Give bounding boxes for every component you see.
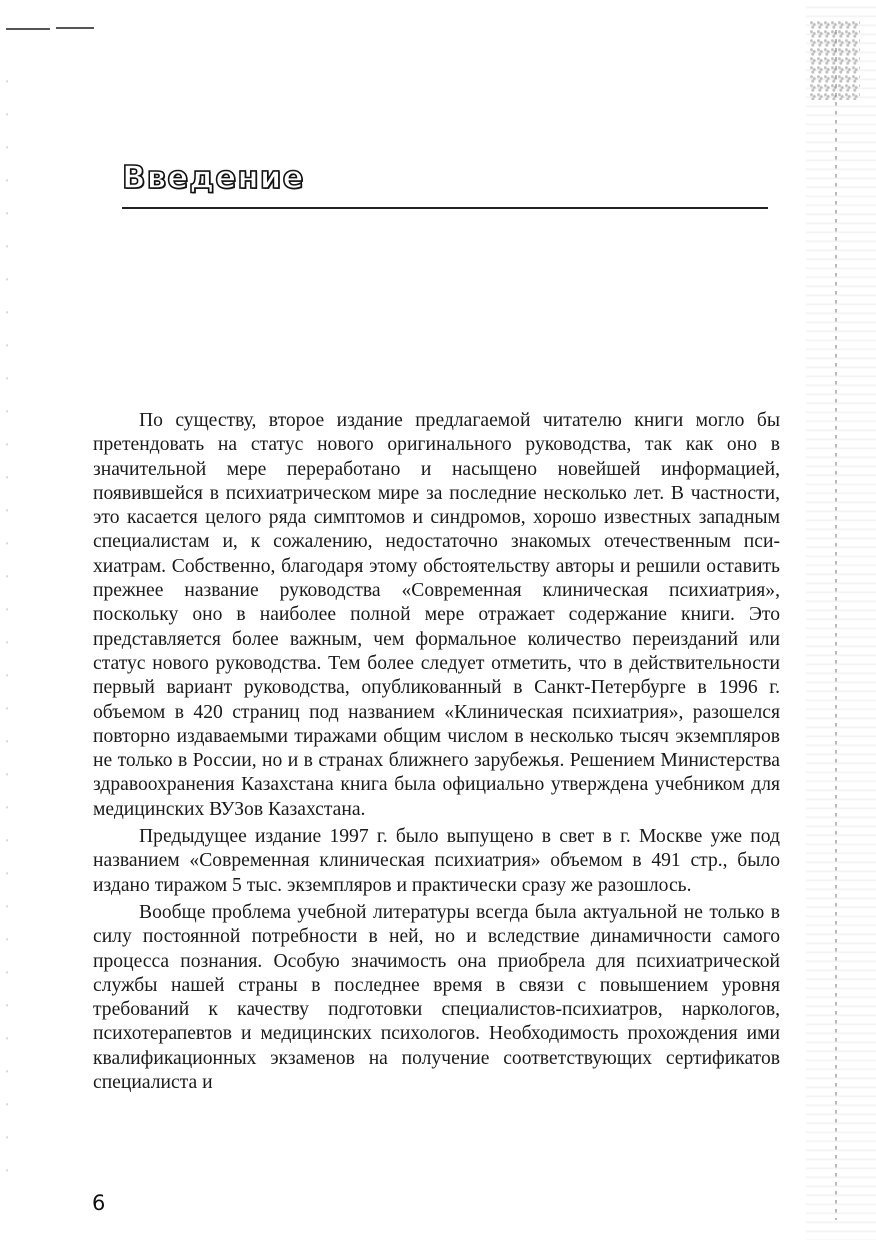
chapter-title: Введение [122, 160, 305, 196]
scan-artifact-top-right [810, 20, 860, 100]
title-divider [122, 207, 768, 209]
scan-artifact-left-edge [6, 50, 8, 1200]
scan-artifact-right-line [835, 30, 837, 1220]
paragraph: Предыдущее издание 1997 г. было выпущено в свет в г. Москве уже под названием «Современная клиническая психиатрия» объемом в 491 стр., было издано тиражом 5 тыс. экземпляров и практически сразу же разошлось. [93, 826, 780, 896]
body-text [93, 409, 780, 1095]
scan-artifact-right-edge [806, 0, 876, 1240]
paragraph: По существу, второе издание предлагаемой читателю книги могло бы претендовать на статус нового оригинального руководства, так как оно в значительной мере переработано и насыщено новейшей информацией, появившейся в психиатрическом мире за последние несколько лет. В частности, это касается целого ряда симптомов и синдромов, хорошо известных западным специалистам и, к сожалению, недостаточно знакомых отечественным психиатрам. Собственно, благодаря этому обстоятельству авторы и решили оставить прежнее название руководства «Современная клиническая психиатрия», поскольку оно в наиболее полной мере отражает содержание книги. Это представляется более важным, чем формальное количество переизданий или статус нового руководства. Тем более следует отметить, что в действительности первый вариант руководства, опубликованный в Санкт-Петербурге в 1996 г. объемом в 420 страниц под названием «Клиническая психиатрия», разошелся повторно издаваемыми тиражами общим числом в несколько тысяч экземпляров не только в России, но и в странах ближнего зарубежья. Решением Министерства здравоохранения Казахстана книга была официально утверждена учебником для медицинских ВУЗов Казахстана. [93, 410, 780, 820]
scan-artifact-top-left [0, 0, 100, 40]
paragraph: Вообще проблема учебной литературы всегда была актуальной не только в силу постоянной потребности в ней, но и вследствие динамичности самого процесса познания. Особую значимость она приобрела для психиатрической службы нашей страны в последнее время в связи с повышением уровня требований к качеству подготовки специалистов-психиатров, наркологов, психотерапевтов и медицинских психологов. Необходимость прохождения ими квалификационных экзаменов на получение соответствующих сертификатов специалиста и [93, 901, 780, 1094]
page-number: 6 [92, 1191, 106, 1215]
